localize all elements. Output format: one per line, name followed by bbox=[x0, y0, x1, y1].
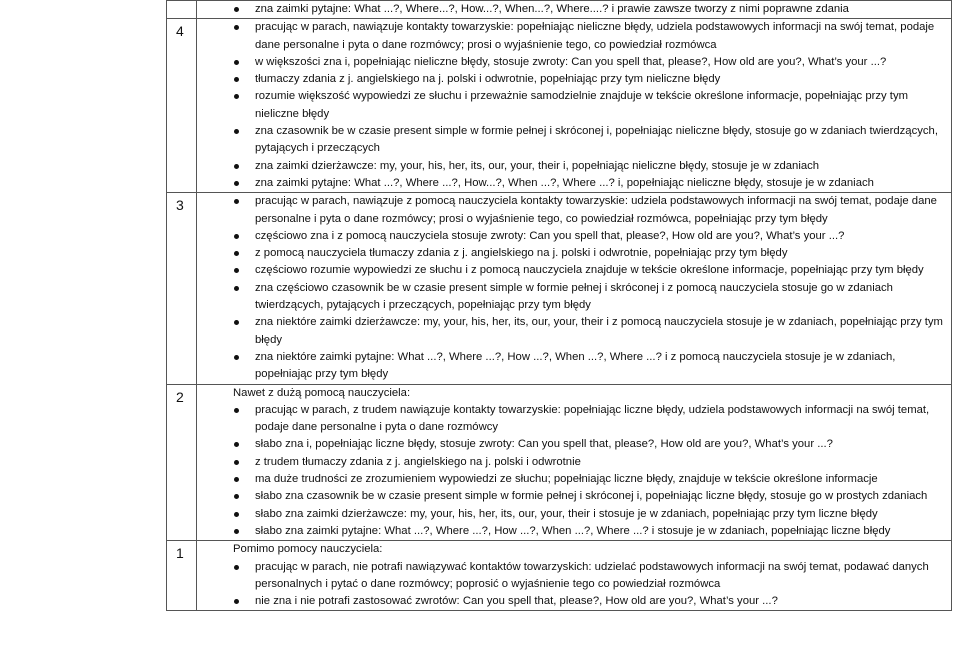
grade-intro: Pomimo pomocy nauczyciela: bbox=[233, 543, 383, 556]
criteria-item: tłumaczy zdania z j. angielskiego na j. polski i odwrotnie, popełniając przy tym nieliczne błędy bbox=[197, 71, 951, 88]
grade-row bbox=[167, 1, 952, 19]
grade-number: 1 bbox=[167, 541, 197, 611]
grade-criteria bbox=[197, 1, 952, 19]
grade-number: 3 bbox=[167, 193, 197, 384]
criteria-item: słabo zna zaimki dzierżawcze: my, your, his, her, its, our, your, their i stosuje je w zdaniach, popełniając przy tym liczne błędy bbox=[197, 506, 951, 523]
grade-criteria bbox=[197, 384, 952, 541]
criteria-item: częściowo rozumie wypowiedzi ze słuchu i z pomocą nauczyciela znajduje w tekście określone informacje, popełniając przy tym błędy bbox=[197, 262, 951, 279]
criteria-item: zna zaimki pytajne: What ...?, Where...?, How...?, When...?, Where....? i prawie zawsze tworzy z nimi poprawne zdania bbox=[197, 1, 951, 18]
grade-number: 4 bbox=[167, 19, 197, 193]
criteria-item: pracując w parach, nawiązuje z pomocą nauczyciela kontakty towarzyskie: udziela podstawowych informacji na swój temat, podaje dane personalne i pyta o dane rozmówcy; prosi o wyjaśnienie tego, co powiedział rozmówca, popełniając przy tym błędy bbox=[197, 193, 951, 228]
criteria-item: z trudem tłumaczy zdania z j. angielskiego na j. polski i odwrotnie bbox=[197, 454, 951, 471]
grade-row bbox=[167, 384, 952, 541]
criteria-list bbox=[197, 402, 951, 540]
criteria-table-body bbox=[167, 1, 952, 611]
criteria-item: zna niektóre zaimki dzierżawcze: my, your, his, her, its, our, your, their i z pomocą nauczyciela stosuje je w zdaniach, popełniając przy tym błędy bbox=[197, 314, 951, 349]
criteria-item: zna częściowo czasownik be w czasie present simple w formie pełnej i skróconej i z pomocą nauczyciela stosuje go w zdaniach twierdzących, pytających i przeczących, popełniając przy tym błędy bbox=[197, 280, 951, 315]
criteria-item: pracując w parach, nawiązuje kontakty towarzyskie: popełniając nieliczne błędy, udziela podstawowych informacji na swój temat, podaje dane personalne i pyta o dane rozmówcy; prosi o wyjaśnienie tego, co powiedział rozmówca bbox=[197, 19, 951, 54]
grade-row bbox=[167, 193, 952, 384]
criteria-list bbox=[197, 193, 951, 383]
criteria-item: nie zna i nie potrafi zastosować zwrotów: Can you spell that, please?, How old are you?, What’s your ...? bbox=[197, 593, 951, 610]
grade-number bbox=[167, 1, 197, 19]
criteria-item: ma duże trudności ze zrozumieniem wypowiedzi ze słuchu; popełniając liczne błędy, znajduje w tekście określone informacje bbox=[197, 471, 951, 488]
criteria-list bbox=[197, 1, 951, 18]
grade-criteria bbox=[197, 193, 952, 384]
grade-row bbox=[167, 541, 952, 611]
criteria-item: zna zaimki dzierżawcze: my, your, his, her, its, our, your, their i, popełniając nieliczne błędy, stosuje je w zdaniach bbox=[197, 158, 951, 175]
criteria-list bbox=[197, 559, 951, 611]
criteria-item: zna zaimki pytajne: What ...?, Where ...?, How...?, When ...?, Where ...? i, popełniając nieliczne błędy, stosuje je w zdaniach bbox=[197, 175, 951, 192]
criteria-item: z pomocą nauczyciela tłumaczy zdania z j. angielskiego na j. polski i odwrotnie, popełniając przy tym błędy bbox=[197, 245, 951, 262]
grade-criteria bbox=[197, 19, 952, 193]
criteria-item: słabo zna zaimki pytajne: What ...?, Where ...?, How ...?, When ...?, Where ...? i stosuje je w zdaniach, popełniając liczne błędy bbox=[197, 523, 951, 540]
grade-criteria bbox=[197, 541, 952, 611]
criteria-item: słabo zna czasownik be w czasie present simple w formie pełnej i skróconej i, popełniając liczne błędy, stosuje go w prostych zdaniach bbox=[197, 488, 951, 505]
criteria-item: słabo zna i, popełniając liczne błędy, stosuje zwroty: Can you spell that, please?, How old are you?, What’s your ...? bbox=[197, 436, 951, 453]
criteria-item: w większości zna i, popełniając nieliczne błędy, stosuje zwroty: Can you spell that, please?, How old are you?, What’s your ...? bbox=[197, 54, 951, 71]
criteria-item: zna niektóre zaimki pytajne: What ...?, Where ...?, How ...?, When ...?, Where ...? i z pomocą nauczyciela stosuje je w zdaniach, popełniając przy tym błędy bbox=[197, 349, 951, 384]
criteria-item: pracując w parach, z trudem nawiązuje kontakty towarzyskie: popełniając liczne błędy, udziela podstawowych informacji na swój temat, podaje dane personalne i pyta o dane rozmówcy bbox=[197, 402, 951, 437]
grade-number: 2 bbox=[167, 384, 197, 541]
criteria-table bbox=[166, 0, 952, 611]
criteria-item: częściowo zna i z pomocą nauczyciela stosuje zwroty: Can you spell that, please?, How old are you?, What’s your ...? bbox=[197, 228, 951, 245]
grade-intro: Nawet z dużą pomocą nauczyciela: bbox=[233, 386, 411, 399]
criteria-item: zna czasownik be w czasie present simple w formie pełnej i skróconej i, popełniając nieliczne błędy, stosuje go w zdaniach twierdzących, pytających i przeczących bbox=[197, 123, 951, 158]
criteria-item: rozumie większość wypowiedzi ze słuchu i przeważnie samodzielnie znajduje w tekście określone informacje, popełniając przy tym nieliczne błędy bbox=[197, 88, 951, 123]
grade-row bbox=[167, 19, 952, 193]
criteria-list bbox=[197, 19, 951, 192]
criteria-item: pracując w parach, nie potrafi nawiązywać kontaktów towarzyskich: udzielać podstawowych informacji na swój temat, podawać danych personalnych i pytać o dane rozmówcy; poprosić o wyjaśnienie tego co powiedział rozmówca bbox=[197, 559, 951, 594]
